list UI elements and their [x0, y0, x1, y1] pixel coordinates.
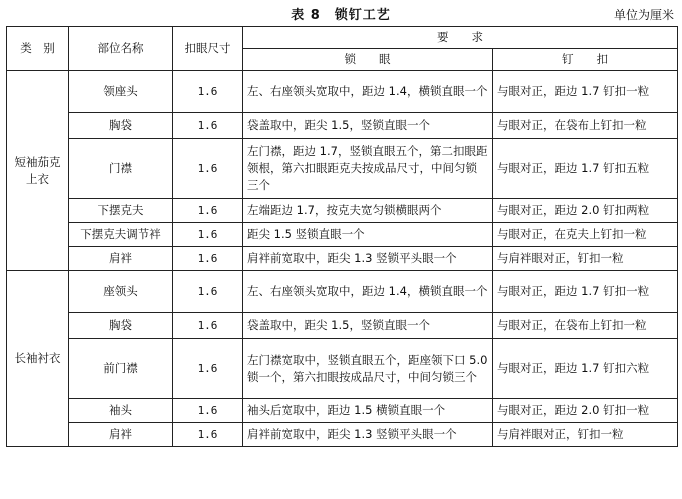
header-category: 类 别 [7, 27, 69, 71]
header-part: 部位名称 [69, 27, 173, 71]
buttonhole-cell: 左、右座领头宽取中，距边 1.4，横锁直眼一个 [243, 71, 493, 113]
header-button: 钉 扣 [493, 49, 678, 71]
buttonhole-cell: 距尖 1.5 竖锁直眼一个 [243, 223, 493, 247]
size-cell: 1.6 [173, 139, 243, 199]
header-requirement: 要 求 [243, 27, 678, 49]
part-cell: 门襟 [69, 139, 173, 199]
buttonhole-cell: 左门襟，距边 1.7，竖锁直眼五个，第二扣眼距领根，第六扣眼距克夫按成品尺寸，中间匀锁三个 [243, 139, 493, 199]
table-row [7, 139, 678, 199]
header-buttonhole: 锁 眼 [243, 49, 493, 71]
button-cell: 与眼对正，距边 1.7 钉扣六粒 [493, 339, 678, 399]
table-row [7, 313, 678, 339]
buttonhole-cell: 左端距边 1.7，按克夫宽匀锁横眼两个 [243, 199, 493, 223]
part-cell: 肩袢 [69, 247, 173, 271]
buttonhole-cell: 肩袢前宽取中，距尖 1.3 竖锁平头眼一个 [243, 247, 493, 271]
button-cell: 与眼对正，距边 2.0 钉扣两粒 [493, 199, 678, 223]
size-cell: 1.6 [173, 199, 243, 223]
part-cell: 下摆克夫 [69, 199, 173, 223]
lock-button-process-table [6, 26, 678, 447]
size-cell: 1.6 [173, 423, 243, 447]
unit-label: 单位为厘米 [613, 8, 674, 22]
table-row [7, 113, 678, 139]
size-cell: 1.6 [173, 399, 243, 423]
buttonhole-cell: 袋盖取中，距尖 1.5，竖锁直眼一个 [243, 113, 493, 139]
part-cell: 座领头 [69, 271, 173, 313]
table-row [7, 423, 678, 447]
button-cell: 与眼对正，距边 1.7 钉扣一粒 [493, 71, 678, 113]
button-cell: 与眼对正，距边 2.0 钉扣一粒 [493, 399, 678, 423]
size-cell: 1.6 [173, 313, 243, 339]
part-cell: 胸袋 [69, 113, 173, 139]
buttonhole-cell: 肩袢前宽取中，距尖 1.3 竖锁平头眼一个 [243, 423, 493, 447]
button-cell: 与眼对正，距边 1.7 钉扣一粒 [493, 271, 678, 313]
table-row [7, 199, 678, 223]
part-cell: 袖头 [69, 399, 173, 423]
button-cell: 与眼对正，在袋布上钉扣一粒 [493, 113, 678, 139]
button-cell: 与眼对正，距边 1.7 钉扣五粒 [493, 139, 678, 199]
table-row [7, 339, 678, 399]
table-row [7, 399, 678, 423]
buttonhole-cell: 左门襟宽取中，竖锁直眼五个，距座领下口 5.0 锁一个，第六扣眼按成品尺寸，中间匀锁三个 [243, 339, 493, 399]
category-cell: 长袖衬衣 [7, 271, 69, 447]
table-row [7, 223, 678, 247]
table-row [7, 271, 678, 313]
buttonhole-cell: 袖头后宽取中，距边 1.5 横锁直眼一个 [243, 399, 493, 423]
table-row [7, 71, 678, 113]
button-cell: 与眼对正，在袋布上钉扣一粒 [493, 313, 678, 339]
table-title: 表 8 锁钉工艺 [291, 8, 391, 23]
category-cell: 短袖茄克上衣 [7, 71, 69, 271]
button-cell: 与肩袢眼对正，钉扣一粒 [493, 247, 678, 271]
buttonhole-cell: 左、右座领头宽取中，距边 1.4，横锁直眼一个 [243, 271, 493, 313]
button-cell: 与眼对正，在克夫上钉扣一粒 [493, 223, 678, 247]
size-cell: 1.6 [173, 113, 243, 139]
table-row [7, 247, 678, 271]
buttonhole-cell: 袋盖取中，距尖 1.5，竖锁直眼一个 [243, 313, 493, 339]
size-cell: 1.6 [173, 247, 243, 271]
part-cell: 下摆克夫调节袢 [69, 223, 173, 247]
part-cell: 肩袢 [69, 423, 173, 447]
header-size: 扣眼尺寸 [173, 27, 243, 71]
size-cell: 1.6 [173, 71, 243, 113]
size-cell: 1.6 [173, 223, 243, 247]
part-cell: 领座头 [69, 71, 173, 113]
button-cell: 与肩袢眼对正，钉扣一粒 [493, 423, 678, 447]
size-cell: 1.6 [173, 271, 243, 313]
size-cell: 1.6 [173, 339, 243, 399]
part-cell: 前门襟 [69, 339, 173, 399]
part-cell: 胸袋 [69, 313, 173, 339]
